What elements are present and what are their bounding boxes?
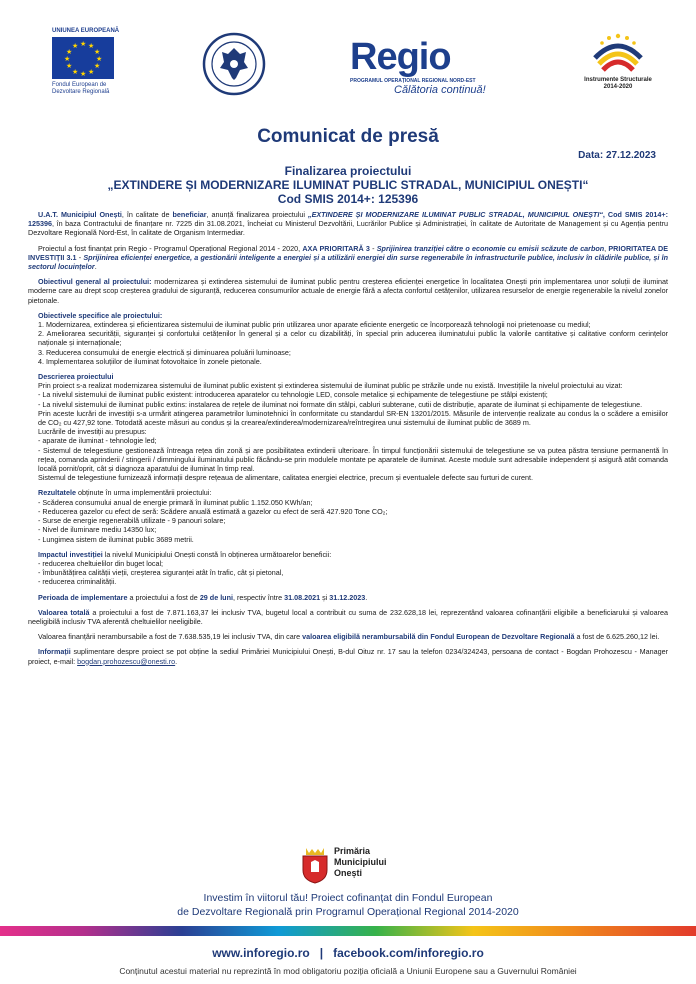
contact-email-link[interactable]: bogdan.prohozescu@onesti.ro (77, 656, 176, 666)
list-item: - reducerea criminalității. (38, 577, 117, 587)
impact-heading (28, 550, 668, 559)
grant-eligible-label: valoarea eligibilă nerambursabilă din Fondul European de Dezvoltare Regională (302, 632, 575, 642)
results-heading (28, 488, 668, 497)
results-intro: obținute în urma implementării proiectului: (75, 488, 212, 498)
text-span: , respectiv între (232, 592, 285, 602)
list-item: 1. Modernizarea, extinderea și eficientizarea sistemului de iluminat public prin utilizarea unor aparate eficiente energetic ce încorporează tehnologii noi prietenoase cu mediul; (38, 320, 591, 330)
list-item: - La nivelul sistemului de iluminat public extins: instalarea de rețele de iluminat noi formate din stâlpi, cabluri subterane, cutii de distribuție, aparate de iluminat și echipamente de telegestiune. (38, 399, 643, 409)
beneficiary-role: beneficiar (172, 210, 207, 219)
total-value-text: a proiectului a fost de 7.871.163,37 lei inclusiv TVA, bugetul local a contribuit cu suma de 232.628,18 lei, reprezentând valoarea cofinanțării eligibile a beneficiarului și valoarea neeligibilă inclusiv TVA aferentă cheltuielilor neeligibile. (28, 607, 668, 626)
text-span: , (604, 243, 609, 253)
description-paragraph: Prin proiect s-a realizat modernizarea sistemului de iluminat public existent și extinderea sistemului de iluminat public pe străzile unde nu există. Investițiile la nivelul proiectului au vizat: (38, 381, 623, 391)
primaria-line: Primăria (334, 846, 371, 856)
eu-fund-caption: Fondul European de Dezvoltare Regională (52, 82, 110, 95)
primaria-line: Onești (334, 868, 363, 878)
text-span: suplimentare despre proiect se pot obține la sediul Primăriei Municipiului Onești, B-dul Oituz nr. 17 sau la telefon 0234/324243, persoana de contact - Bogdan Prohozescu - Manager proiect, e-mail: (28, 647, 668, 666)
list-item: - reducerea cheltuielilor din buget local; (38, 558, 164, 568)
text-span: a proiectului a fost de (127, 592, 200, 602)
general-objective-paragraph (28, 277, 668, 305)
list-item: - Scăderea consumului anual de energie primară în iluminat public 1.152.050 KWh/an; (38, 497, 313, 507)
description-paragraph: Prin aceste lucrări de investiții s-a urmărit atingerea parametrilor luminotehnici în conformitate cu standardul SR-EN 13201/2015. Măsurile de intervenție realizate au condus la o scădere a emisiilor de CO₂ cu 427,92 tone. Totodată aceste măsuri au condus și la crearea/extinderea/modernizarea/reîntregirea unui sistemului de iluminat public de 3689 m. (38, 408, 668, 428)
project-name: „EXTINDERE ȘI MODERNIZARE ILUMINAT PUBLIC STRADAL, MUNICIPIUL ONEȘTI“ (307, 210, 603, 219)
priority-title: Sprijinirea eficienței energetice, a gestionării inteligente a energiei și a utilizării energiei din surse regenerabile în infrastructurile publice, inclusiv în clădirile publice, și în sectorul locuințelor (28, 252, 668, 272)
general-objective-label: Obiectivul general al proiectului: (38, 277, 152, 287)
text-span: . (365, 592, 368, 602)
primaria-line: Municipiului (334, 857, 387, 867)
list-item: 4. Implementarea soluțiilor de iluminat fotovoltaice în zonele pietonale. (38, 356, 262, 366)
impact-label: Impactul investiției (38, 549, 103, 559)
eu-disclaimer: Conținutul acestui material nu reprezintă în mod obligatoriu poziția oficială a Uniunii Europene sau a Guvernului României (119, 966, 577, 976)
text-span: și (320, 592, 330, 602)
list-item: - aparate de iluminat - tehnologie led; (38, 436, 157, 446)
investment-priority: PRIORITATEA DE INVESTIȚII 3.1 (28, 243, 668, 262)
info-label: Informații (38, 647, 71, 657)
footer-line: de Dezvoltare Regională prin Programul Operațional Regional 2014-2020 (177, 906, 519, 918)
smis-code: , Cod SMIS 2014+: 125396 (28, 210, 668, 229)
text-span: , anunță finalizarea proiectului (206, 210, 308, 219)
instrumente-structurale-icon (591, 28, 645, 72)
grant-paragraph (28, 632, 668, 641)
description-block (28, 381, 668, 482)
text-span: a fost de 6.625.260,12 lei. (574, 632, 660, 642)
primaria-onesti-logo (300, 836, 420, 892)
implementation-period (28, 593, 668, 602)
regio-logo (350, 38, 492, 96)
description-paragraph: Sistemul de telegestiune furnizează informații despre rețeaua de alimentare, calitatea energiei electrice, precum și eventualele defecte sau furturi de curent. (38, 473, 534, 483)
period-end: 31.12.2023 (329, 592, 366, 602)
press-release-body (28, 210, 668, 672)
onesti-coat-of-arms-icon (300, 848, 330, 884)
results-list (28, 498, 668, 544)
link-separator: | (319, 946, 324, 960)
priority-axis: AXA PRIORITARĂ 3 (302, 243, 370, 253)
text-span: . (94, 262, 97, 272)
text-span: Proiectul a fost finanțat prin Regio - Programul Operațional Regional 2014 - 2020, (38, 243, 303, 253)
primaria-caption (334, 846, 387, 879)
text-span: , în baza Contractului de finanțare nr. 7225 din 31.08.2021, încheiat cu Ministerul Dezvoltării, Lucrărilor Publice și Administrației, în calitate de Autoritate de Management și cu Agenția pentru Dezvoltare Regională Nord-Est, în calitate de Organism Intermediar. (28, 219, 668, 238)
subtitle-line-2: „EXTINDERE ȘI MODERNIZARE ILUMINAT PUBLIC STRADAL, MUNICIPIUL ONEȘTI“ (107, 178, 589, 192)
list-item: - Lungimea sistem de iluminat public 3689 metrii. (38, 534, 194, 544)
text-span: , în calitate de (121, 210, 173, 219)
description-heading: Descrierea proiectului (38, 372, 114, 382)
period-label: Perioada de implementare (38, 592, 128, 602)
list-item: - îmbunătățirea calității vieții, creșterea siguranței atât în trafic, cât și pietonal, (38, 568, 284, 578)
footer-links (0, 946, 696, 960)
instrumente-structurale-caption: Instrumente Structurale 2014-2020 (584, 77, 652, 90)
regio-program: PROGRAMUL OPERAȚIONAL REGIONAL NORD-EST (350, 78, 476, 84)
eu-flag-icon: ★ ★ ★ ★ ★ ★ ★ ★ ★ ★ ★ ★ (52, 37, 114, 79)
logo-bar (0, 28, 696, 108)
regio-slogan: Călătoria continuă! (394, 84, 486, 96)
intro-paragraph (28, 210, 668, 238)
list-item: - La nivelul sistemului de iluminat public existent: introducerea aparatelor cu tehnologie LED, console metalice și echipamente de telegestiune pe stâlpi existenți; (38, 390, 548, 400)
description-paragraph: Lucrările de investiții au presupus: (38, 427, 147, 437)
rainbow-divider (0, 926, 696, 936)
text-span: Valoarea finanțării nerambursabile a fost de 7.638.535,19 lei inclusiv TVA, din care (38, 632, 303, 642)
total-value-paragraph (28, 608, 668, 626)
list-item: 2. Ameliorarea securității, siguranței și confortului cetățenilor în general și a celor cu dizabilități, în special prin aducerea iluminatului public la valorile cantitative și calitative conform cerințelor naționale și internaționale; (38, 329, 668, 348)
list-item: - Surse de energie regenerabilă utilizate - 9 panouri solare; (38, 516, 226, 526)
footer-line: Investim în viitorul tău! Proiect cofinanțat din Fondul European (203, 892, 493, 904)
text-span: . (175, 656, 178, 666)
text-span: - (369, 243, 377, 253)
facebook-link[interactable]: facebook.com/inforegio.ro (333, 946, 484, 960)
general-objective-text: modernizarea și extinderea sistemului de iluminat public pentru creșterea eficienței energetice în localitatea Onești prin implementarea unor soluții de iluminat moderne care au drept scop creșterea gradului de siguranță, reducerea consumurilor actuale de energie fără a afecta confortul cetățenilor, utilizarea resurselor de energie regenerabile la nivelul zonelor pietonale. (28, 277, 668, 305)
eu-caption: UNIUNEA EUROPEANĂ (52, 28, 120, 34)
inforegio-website-link[interactable]: www.inforegio.ro (212, 946, 310, 960)
list-item: - Nivel de iluminare mediu 14350 lux; (38, 525, 157, 535)
subtitle-line-3: Cod SMIS 2014+: 125396 (277, 192, 419, 206)
page-title: Comunicat de presă (257, 126, 439, 147)
project-subtitle (0, 164, 696, 206)
funding-paragraph (28, 244, 668, 272)
specific-objectives-list (28, 320, 668, 366)
period-duration: 29 de luni (199, 592, 233, 602)
list-item: - Reducerea gazelor cu efect de seră: Scădere anuală estimată a gazelor cu efect de seră 427.920 Tone CO₂; (38, 506, 388, 516)
specific-objectives-heading: Obiectivele specifice ale proiectului: (38, 310, 163, 320)
axis-title: Sprijinirea tranziției către o economie cu emisii scăzute de carbon (376, 243, 605, 253)
guvernul-romaniei-seal-icon (202, 32, 266, 96)
footer-tagline (0, 891, 696, 919)
list-item: - Sistemul de telegestiune gestionează întreaga rețea din zonă și are posibilitatea extinderii ulterioare. În timpul funcționării sistemului de telegestiune se va putea păstra tensiune permanentă în rețea, comanda aprinderii / stingerii / dimmingului iluminatului public făcându-se prin modulele montate pe aparatele de iluminat. Aceste module sunt adresabile independent și asigură atât comanda locală pornit/oprit, cât și diagnoza aparatului de iluminat în timp real. (38, 445, 668, 474)
subtitle-line-1: Finalizarea proiectului (284, 164, 412, 178)
results-label: Rezultatele (38, 488, 76, 498)
text-span: - (76, 252, 84, 262)
period-start: 31.08.2021 (284, 592, 321, 602)
list-item: 3. Reducerea consumului de energie electrică și diminuarea poluării luminoase; (38, 347, 291, 357)
total-value-label: Valoarea totală (38, 607, 90, 617)
eu-logo (52, 28, 124, 96)
regio-wordmark: Regio (350, 36, 451, 78)
contact-paragraph (28, 647, 668, 665)
instrumente-structurale-logo (583, 28, 653, 91)
press-date: Data: 27.12.2023 (578, 150, 656, 161)
impact-list (28, 559, 668, 587)
beneficiary-name: U.A.T. Municipiul Onești (38, 210, 122, 219)
impact-intro: la nivelul Municipiului Onești constă în obținerea următoarelor beneficii: (102, 549, 332, 559)
